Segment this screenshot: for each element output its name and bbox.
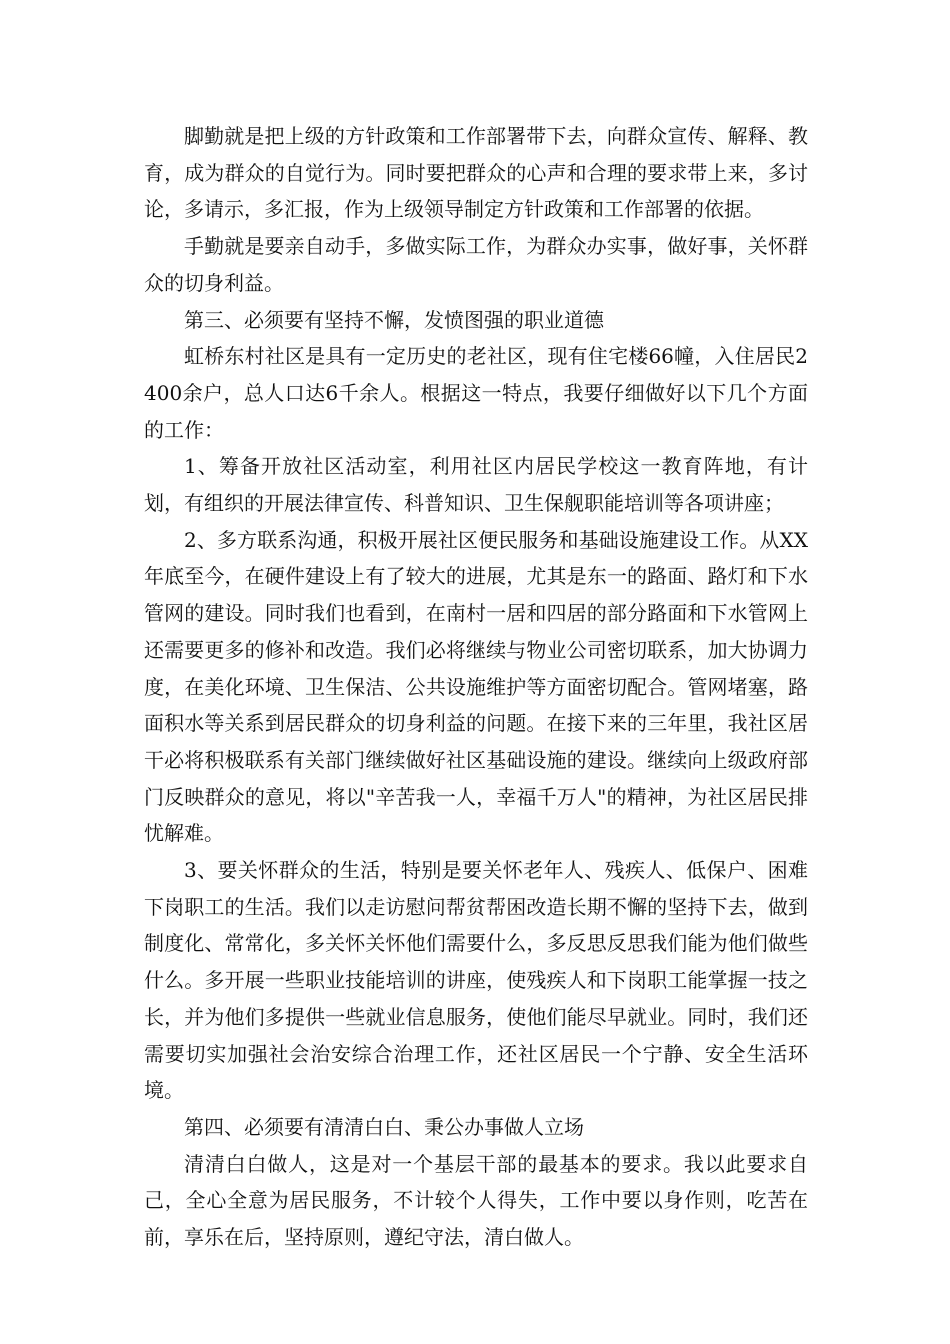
document-body — [144, 118, 808, 1256]
paragraph-item-3: 3、要关怀群众的生活，特别是要关怀老年人、残疾人、低保户、困难下岗职工的生活。我们以走访慰问帮贫帮困改造长期不懈的坚持下去，做到制度化、常常化，多关怀关怀他们需要什么，多反思反思我们能为他们做些什么。多开展一些职业技能培训的讲座，使残疾人和下岗职工能掌握一技之长，并为他们多提供一些就业信息服务，使他们能尽早就业。同时，我们还需要切实加强社会治安综合治理工作，还社区居民一个宁静、安全生活环境。 — [144, 858, 808, 1103]
section-heading-third: 第三、必须要有坚持不懈，发愤图强的职业道德 — [184, 307, 604, 332]
paragraph-community-overview: 虹桥东村社区是具有一定历史的老社区，现有住宅楼66幢，入住居民2400余户，总人口达6千余人。根据这一特点，我要仔细做好以下几个方面的工作： — [144, 344, 808, 442]
paragraph-item-2: 2、多方联系沟通，积极开展社区便民服务和基础设施建设工作。从XX年底至今，在硬件建设上有了较大的进展，尤其是东一的路面、路灯和下水管网的建设。同时我们也看到，在南村一居和四居的部分路面和下水管网上还需要更多的修补和改造。我们必将继续与物业公司密切联系，加大协调力度，在美化环境、卫生保洁、公共设施维护等方面密切配合。管网堵塞，路面积水等关系到居民群众的切身利益的问题。在接下来的三年里，我社区居干必将积极联系有关部门继续做好社区基础设施的建设。继续向上级政府部门反映群众的意见，将以"辛苦我一人，幸福千万人"的精神，为社区居民排忧解难。 — [144, 527, 808, 846]
paragraph-hand-diligence: 手勤就是要亲自动手，多做实际工作，为群众办实事，做好事，关怀群众的切身利益。 — [144, 234, 808, 295]
section-heading-fourth: 第四、必须要有清清白白、秉公办事做人立场 — [184, 1114, 584, 1139]
paragraph-foot-diligence: 脚勤就是把上级的方针政策和工作部署带下去，向群众宣传、解释、教育，成为群众的自觉行为。同时要把群众的心声和合理的要求带上来，多讨论，多请示，多汇报，作为上级领导制定方针政策和工作部署的依据。 — [144, 124, 808, 222]
paragraph-item-1: 1、筹备开放社区活动室，利用社区内居民学校这一教育阵地，有计划，有组织的开展法律宣传、科普知识、卫生保舰职能培训等各项讲座； — [144, 454, 808, 516]
paragraph-integrity: 清清白白做人，这是对一个基层干部的最基本的要求。我以此要求自己，全心全意为居民服务，不计较个人得失，工作中要以身作则，吃苦在前，享乐在后，坚持原则，遵纪守法，清白做人。 — [144, 1151, 808, 1250]
